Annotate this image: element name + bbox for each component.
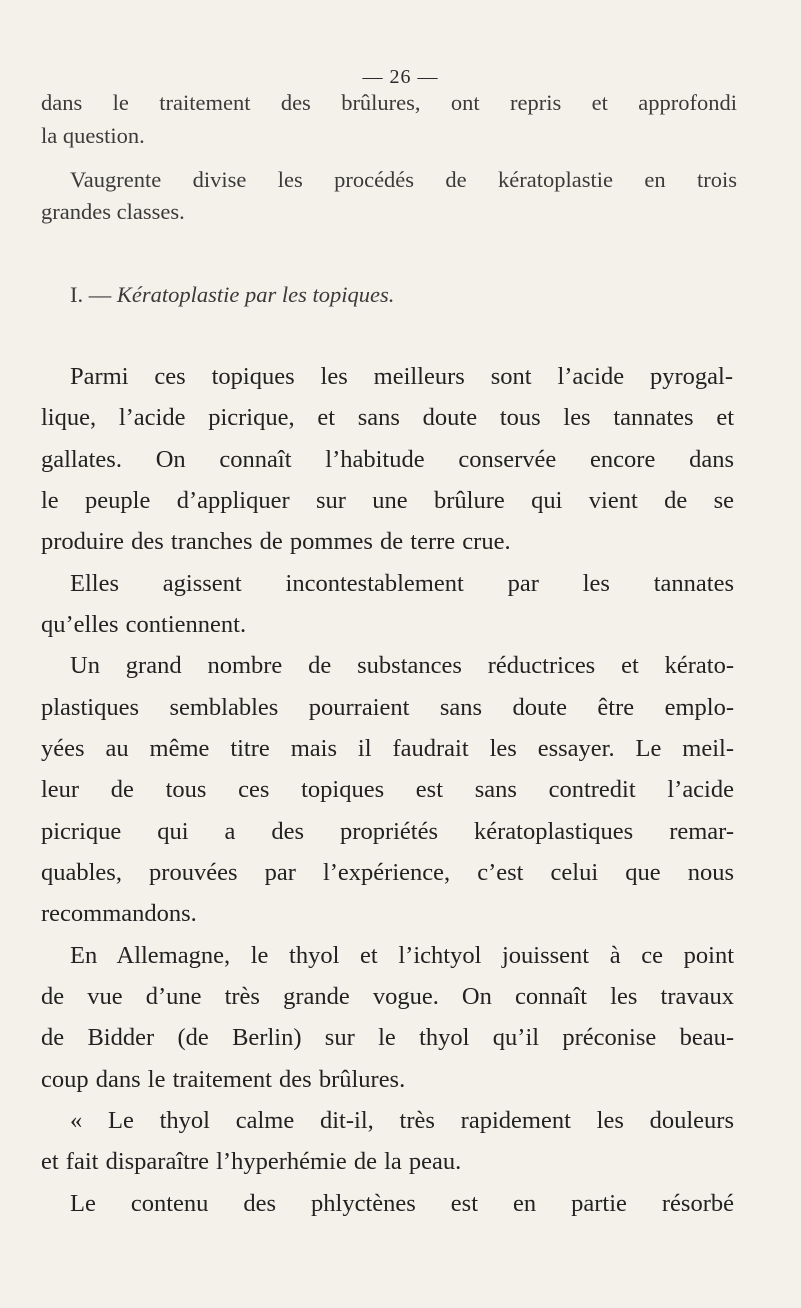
body-line: lique, l’acide picrique, et sans doute tous les tannates et — [41, 404, 734, 431]
body-line: produire des tranches de pommes de terre crue. — [41, 528, 511, 555]
body-line: Elles agissent incontestablement par les tannates — [70, 570, 734, 597]
body-line: Parmi ces topiques les meilleurs sont l’acide pyrogal- — [70, 363, 733, 390]
body-line: plastiques semblables pourraient sans doute être emplo- — [41, 694, 734, 721]
intro-line: Vaugrente divise les procédés de kératoplastie en trois — [70, 167, 737, 192]
body-line: et fait disparaître l’hyperhémie de la peau. — [41, 1148, 462, 1175]
section-numeral: I. — — [70, 282, 117, 307]
intro-line: la question. — [41, 123, 145, 148]
body-line: le peuple d’appliquer sur une brûlure qui vient de se — [41, 487, 734, 514]
body-line: gallates. On connaît l’habitude conservée encore dans — [41, 446, 734, 473]
body-line: recommandons. — [41, 900, 197, 927]
body-line: coup dans le traitement des brûlures. — [41, 1066, 406, 1093]
body-line: Le contenu des phlyctènes est en partie résorbé — [70, 1190, 734, 1217]
page-number: — 26 — — [362, 66, 439, 88]
section-title: Kératoplastie par les topiques. — [116, 282, 395, 307]
intro-line: grandes classes. — [41, 199, 185, 224]
body-line: qu’elles contiennent. — [41, 611, 247, 638]
body-line: Un grand nombre de substances réductrices et kérato- — [70, 652, 734, 679]
body-line: picrique qui a des propriétés kératoplastiques remar- — [41, 818, 734, 845]
body-line: yées au même titre mais il faudrait les essayer. Le meil- — [41, 735, 734, 762]
intro-line: dans le traitement des brûlures, ont repris et approfondi — [41, 90, 737, 115]
body-line: de vue d’une très grande vogue. On connaît les travaux — [41, 983, 734, 1010]
body-line: « Le thyol calme dit-il, très rapidement les douleurs — [70, 1107, 734, 1134]
section-heading — [70, 282, 394, 308]
body-line: de Bidder (de Berlin) sur le thyol qu’il préconise beau- — [41, 1024, 734, 1051]
body-line: En Allemagne, le thyol et l’ichtyol jouissent à ce point — [70, 942, 734, 969]
body-line: leur de tous ces topiques est sans contredit l’acide — [41, 776, 734, 803]
body-line: quables, prouvées par l’expérience, c’est celui que nous — [41, 859, 734, 886]
